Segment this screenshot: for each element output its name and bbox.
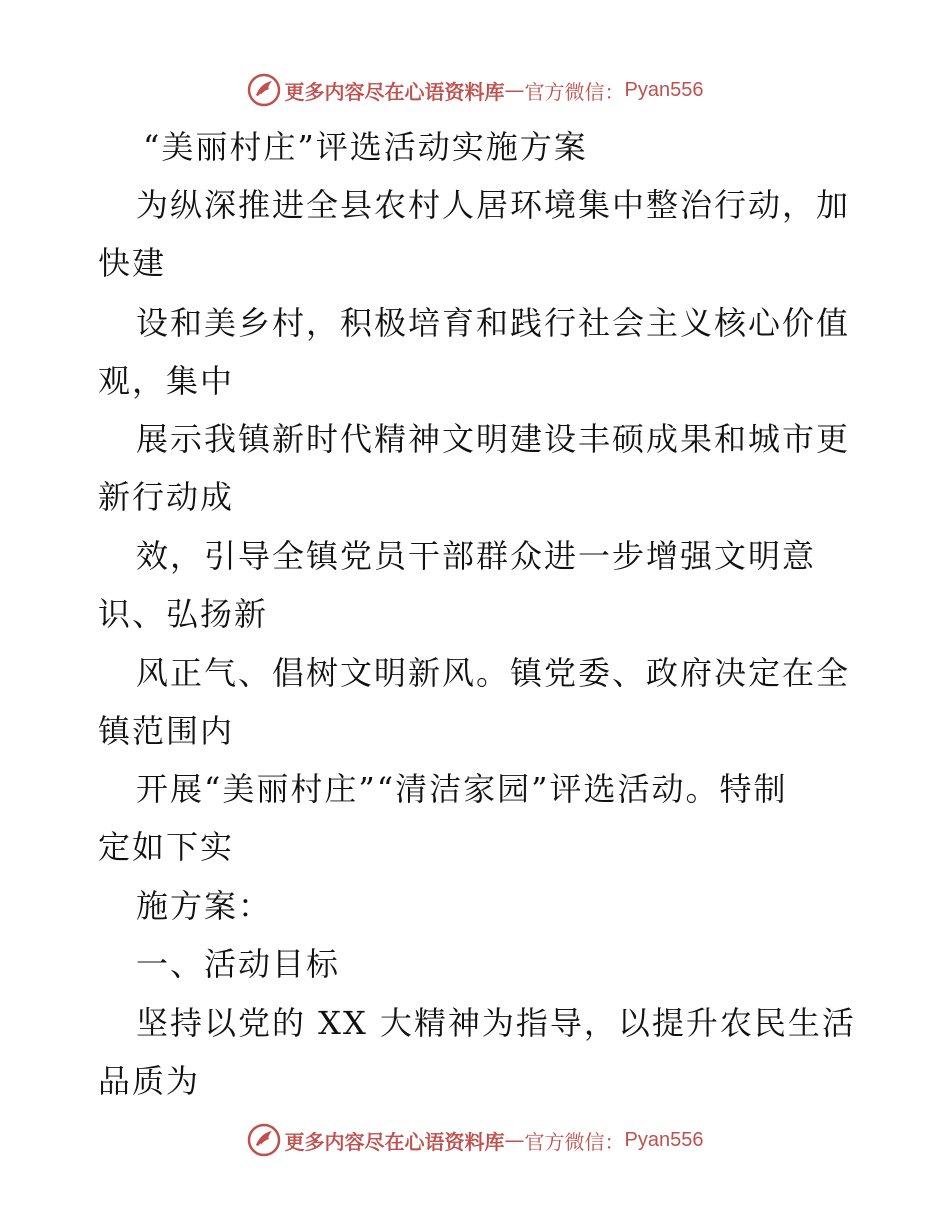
banner-text: 更多内容尽在心语资料库 [284,79,505,104]
banner-wechat-label: 官方微信： [524,1129,625,1154]
pen-logo-icon [247,1123,281,1157]
document-title: “美丽村庄”评选活动实施方案 [143,128,588,166]
paragraph-line: 展示我镇新时代精神文明建设丰硕成果和城市更 [136,420,851,458]
paragraph-line: 快建 [98,244,167,282]
paragraph-line: 观，集中 [98,362,235,400]
banner-wechat-label: 官方微信： [524,79,625,104]
paragraph-line: 开展“美丽村庄”“清洁家园”评选活动。特制 [136,770,788,808]
paragraph-line: 施方案： [136,887,273,925]
paragraph-line: 定如下实 [98,828,235,866]
banner-wechat-id: Pyan556 [624,78,704,101]
banner-text: 更多内容尽在心语资料库 [284,1129,505,1154]
paragraph-line: 坚持以党的 XX 大精神为指导，以提升农民生活 [136,1004,856,1042]
paragraph-line: 设和美乡村，积极培育和践行社会主义核心价值 [136,304,851,342]
banner-dash: — [504,1128,525,1152]
paragraph-line: 风正气、倡树文明新风。镇党委、政府决定在全 [136,654,851,692]
paragraph-line: 识、弘扬新 [98,595,269,633]
pen-logo-icon [247,73,281,107]
paragraph-line: 效，引导全镇党员干部群众进一步增强文明意 [136,537,817,575]
banner-wechat-id: Pyan556 [624,1128,704,1151]
paragraph-line: 品质为 [98,1062,201,1100]
paragraph-line: 新行动成 [98,478,235,516]
footer-watermark-banner [0,1120,950,1160]
header-watermark-banner [0,70,950,110]
paragraph-line: 为纵深推进全县农村人居环境集中整治行动，加 [136,186,851,224]
banner-dash: — [504,78,525,102]
paragraph-line: 镇范围内 [98,712,235,750]
section-heading: 一、活动目标 [136,945,341,983]
